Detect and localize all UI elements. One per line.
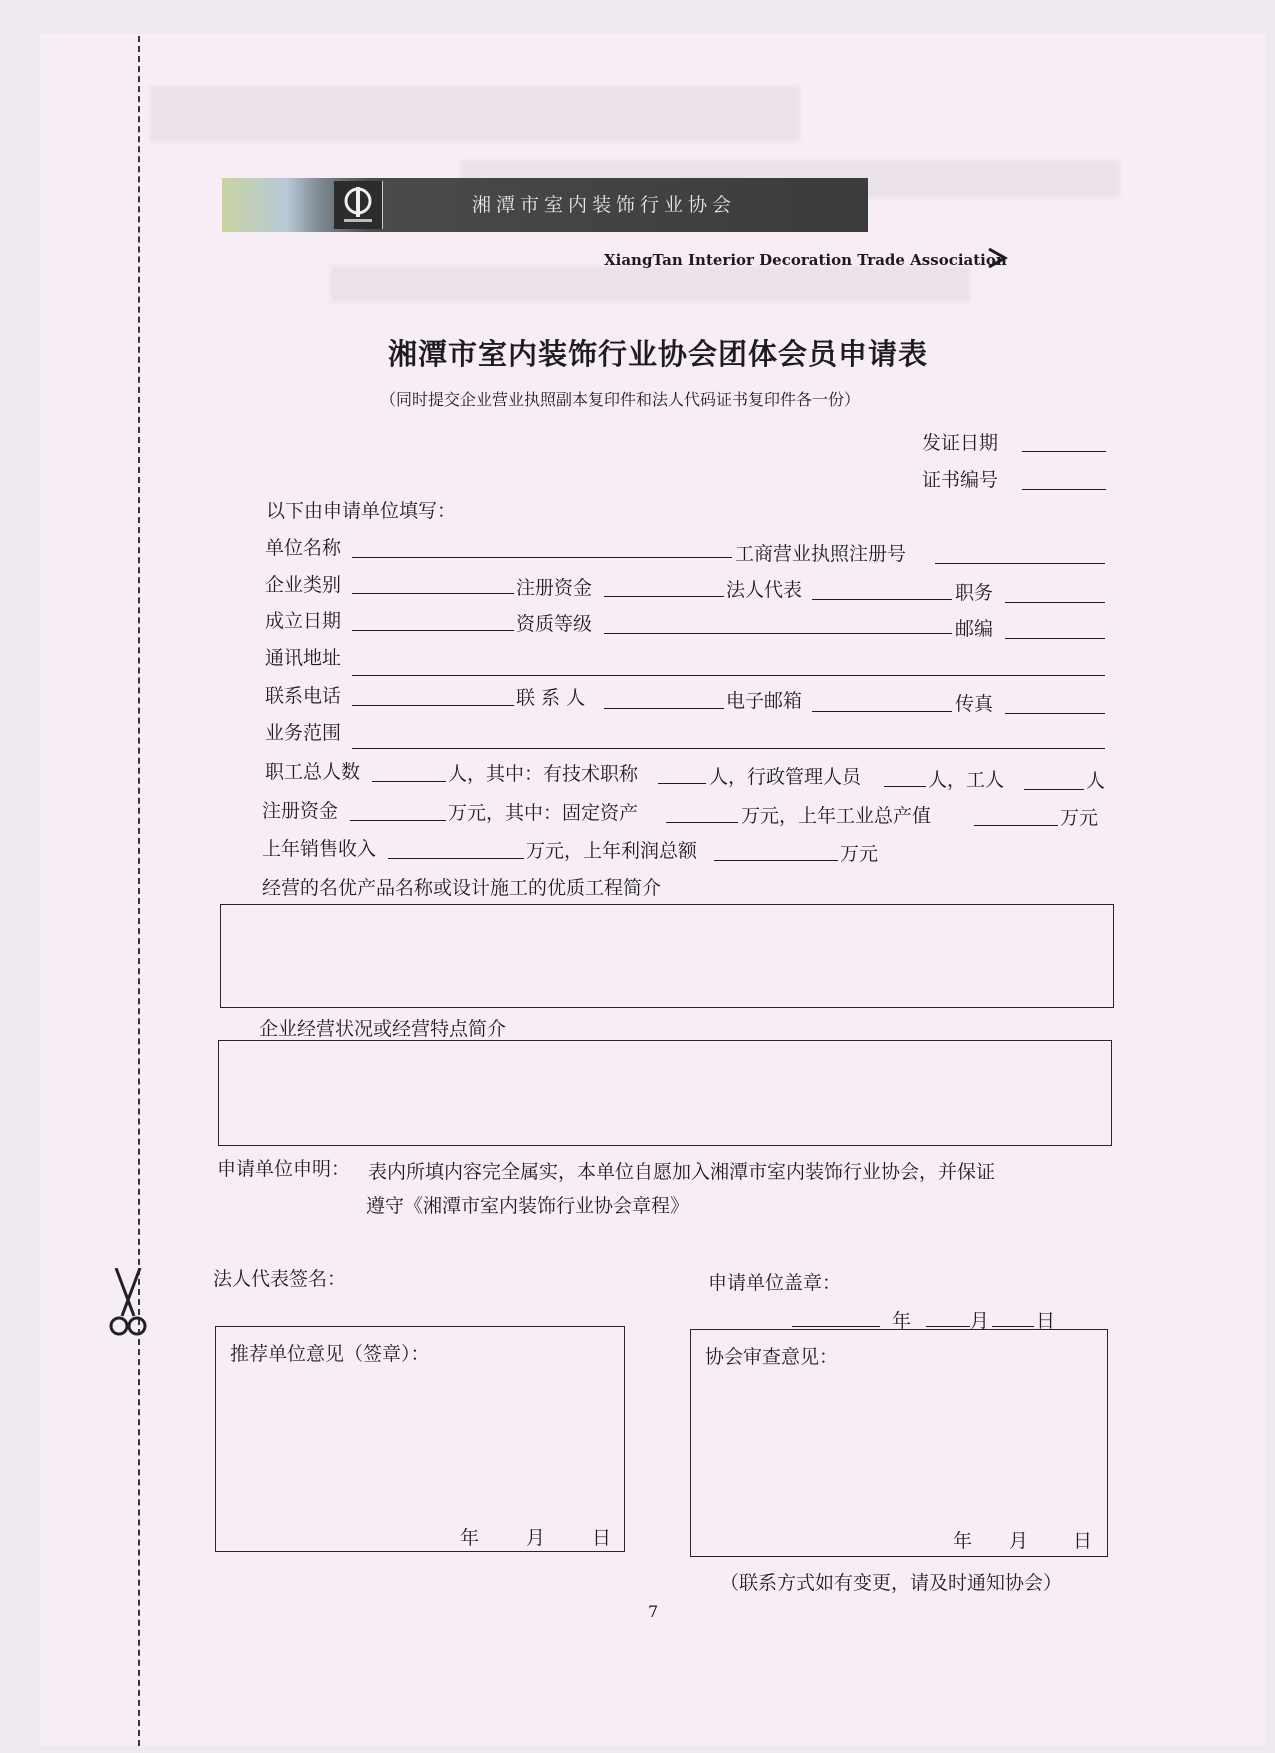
cert-no-field[interactable] xyxy=(1022,489,1106,490)
review-box[interactable] xyxy=(690,1329,1108,1557)
form-title: 湘潭市室内装饰行业协会团体会员申请表 xyxy=(388,337,929,371)
seal-day-field[interactable] xyxy=(992,1326,1034,1327)
phone-field[interactable] xyxy=(352,705,514,706)
footnote: （联系方式如有变更，请及时通知协会） xyxy=(720,1572,1063,1594)
bleed-through-mark xyxy=(330,266,970,302)
cert-no-label: 证书编号 xyxy=(922,469,999,491)
fax-label: 传真 xyxy=(955,693,994,715)
address-field[interactable] xyxy=(352,675,1105,676)
page-number: 7 xyxy=(648,1602,659,1621)
fixed-assets-field[interactable] xyxy=(666,822,738,823)
fax-field[interactable] xyxy=(1005,713,1105,714)
business-scope-field[interactable] xyxy=(352,748,1105,749)
review-month: 月 xyxy=(1009,1530,1029,1552)
org-name-cn: 湘潭市室内装饰行业协会 xyxy=(472,194,737,216)
unit-seal-label: 申请单位盖章： xyxy=(708,1272,842,1294)
products-label: 经营的名优产品名称或设计施工的优质工程简介 xyxy=(262,877,662,899)
legal-rep-sign-label: 法人代表签名： xyxy=(213,1268,347,1290)
sales-income-field[interactable] xyxy=(388,858,524,859)
staff-admin-label: 人，行政管理人员 xyxy=(709,766,862,788)
seal-year-field[interactable] xyxy=(792,1326,880,1327)
business-scope-label: 业务范围 xyxy=(265,722,342,744)
industrial-output-field[interactable] xyxy=(974,825,1058,826)
email-label: 电子邮箱 xyxy=(726,690,803,712)
contact-label: 联 系 人 xyxy=(516,687,586,709)
qualification-label: 资质等级 xyxy=(516,613,593,635)
position-label: 职务 xyxy=(955,582,994,604)
registered-capital-label: 注册资金 xyxy=(516,577,593,599)
enterprise-type-label: 企业类别 xyxy=(265,574,342,596)
staff-total-field[interactable] xyxy=(372,781,446,782)
seal-year-label: 年 xyxy=(892,1310,912,1332)
email-field[interactable] xyxy=(812,711,952,712)
recommend-year: 年 xyxy=(460,1527,480,1549)
issue-date-label: 发证日期 xyxy=(922,432,999,454)
declaration-text-2: 遵守《湘潭市室内装饰行业协会章程》 xyxy=(366,1195,690,1217)
staff-unit-label: 人 xyxy=(1086,770,1106,792)
review-label: 协会审查意见： xyxy=(705,1346,839,1368)
contact-field[interactable] xyxy=(604,708,724,709)
bleed-through-mark xyxy=(150,86,800,142)
profit-total-unit: 万元 xyxy=(840,843,879,865)
staff-total-label: 职工总人数 xyxy=(265,761,361,783)
enterprise-type-field[interactable] xyxy=(352,593,514,594)
declaration-label: 申请单位申明： xyxy=(217,1158,351,1180)
seal-month-field[interactable] xyxy=(926,1326,970,1327)
org-name-en: XiangTan Interior Decoration Trade Association xyxy=(604,251,1007,269)
staff-tech-label: 人，其中：有技术职称 xyxy=(448,763,639,785)
postcode-field[interactable] xyxy=(1005,638,1105,639)
unit-name-label: 单位名称 xyxy=(265,537,342,559)
staff-worker-label: 人，工人 xyxy=(928,769,1005,791)
industrial-output-unit: 万元 xyxy=(1060,807,1099,829)
address-label: 通讯地址 xyxy=(265,647,342,669)
profit-total-label: 万元，上年利润总额 xyxy=(526,840,698,862)
business-license-field[interactable] xyxy=(935,563,1105,564)
review-day: 日 xyxy=(1073,1530,1093,1552)
capital-field[interactable] xyxy=(350,820,446,821)
business-license-label: 工商营业执照注册号 xyxy=(735,543,907,565)
cut-line xyxy=(138,36,140,1746)
capital-label: 注册资金 xyxy=(262,800,339,822)
staff-worker-field[interactable] xyxy=(1024,789,1084,790)
declaration-text: 表内所填内容完全属实，本单位自愿加入湘潭市室内装饰行业协会，并保证 xyxy=(368,1161,996,1183)
established-field[interactable] xyxy=(352,630,514,631)
phone-label: 联系电话 xyxy=(265,685,342,707)
unit-name-field[interactable] xyxy=(352,557,732,558)
header-banner xyxy=(222,178,868,232)
position-field[interactable] xyxy=(1005,602,1105,603)
legal-rep-field[interactable] xyxy=(812,599,952,600)
recommend-month: 月 xyxy=(526,1527,546,1549)
registered-capital-field[interactable] xyxy=(604,596,724,597)
cip-logo-icon xyxy=(334,181,383,229)
qualification-field[interactable] xyxy=(604,633,952,634)
seal-month-label: 月 xyxy=(970,1310,990,1332)
staff-admin-field[interactable] xyxy=(884,786,926,787)
recommend-box[interactable] xyxy=(215,1326,625,1552)
operation-label: 企业经营状况或经营特点简介 xyxy=(259,1018,507,1040)
scissors-icon xyxy=(106,1268,150,1338)
review-year: 年 xyxy=(953,1530,973,1552)
operation-box[interactable] xyxy=(218,1040,1112,1146)
seal-day-label: 日 xyxy=(1036,1310,1056,1332)
recommend-label: 推荐单位意见（签章）： xyxy=(230,1343,430,1365)
chevron-right-icon xyxy=(986,246,1008,270)
industrial-output-label: 万元，上年工业总产值 xyxy=(741,805,932,827)
form-subtitle: （同时提交企业营业执照副本复印件和法人代码证书复印件各一份） xyxy=(380,390,861,409)
postcode-label: 邮编 xyxy=(955,618,994,640)
staff-tech-field[interactable] xyxy=(658,783,706,784)
issue-date-field[interactable] xyxy=(1022,451,1106,452)
profit-total-field[interactable] xyxy=(714,860,838,861)
recommend-day: 日 xyxy=(592,1527,612,1549)
sales-income-label: 上年销售收入 xyxy=(262,838,377,860)
products-box[interactable] xyxy=(220,904,1114,1008)
fixed-assets-label: 万元，其中：固定资产 xyxy=(448,802,639,824)
legal-rep-label: 法人代表 xyxy=(726,579,803,601)
form-intro: 以下由申请单位填写： xyxy=(266,500,457,522)
established-label: 成立日期 xyxy=(265,610,342,632)
